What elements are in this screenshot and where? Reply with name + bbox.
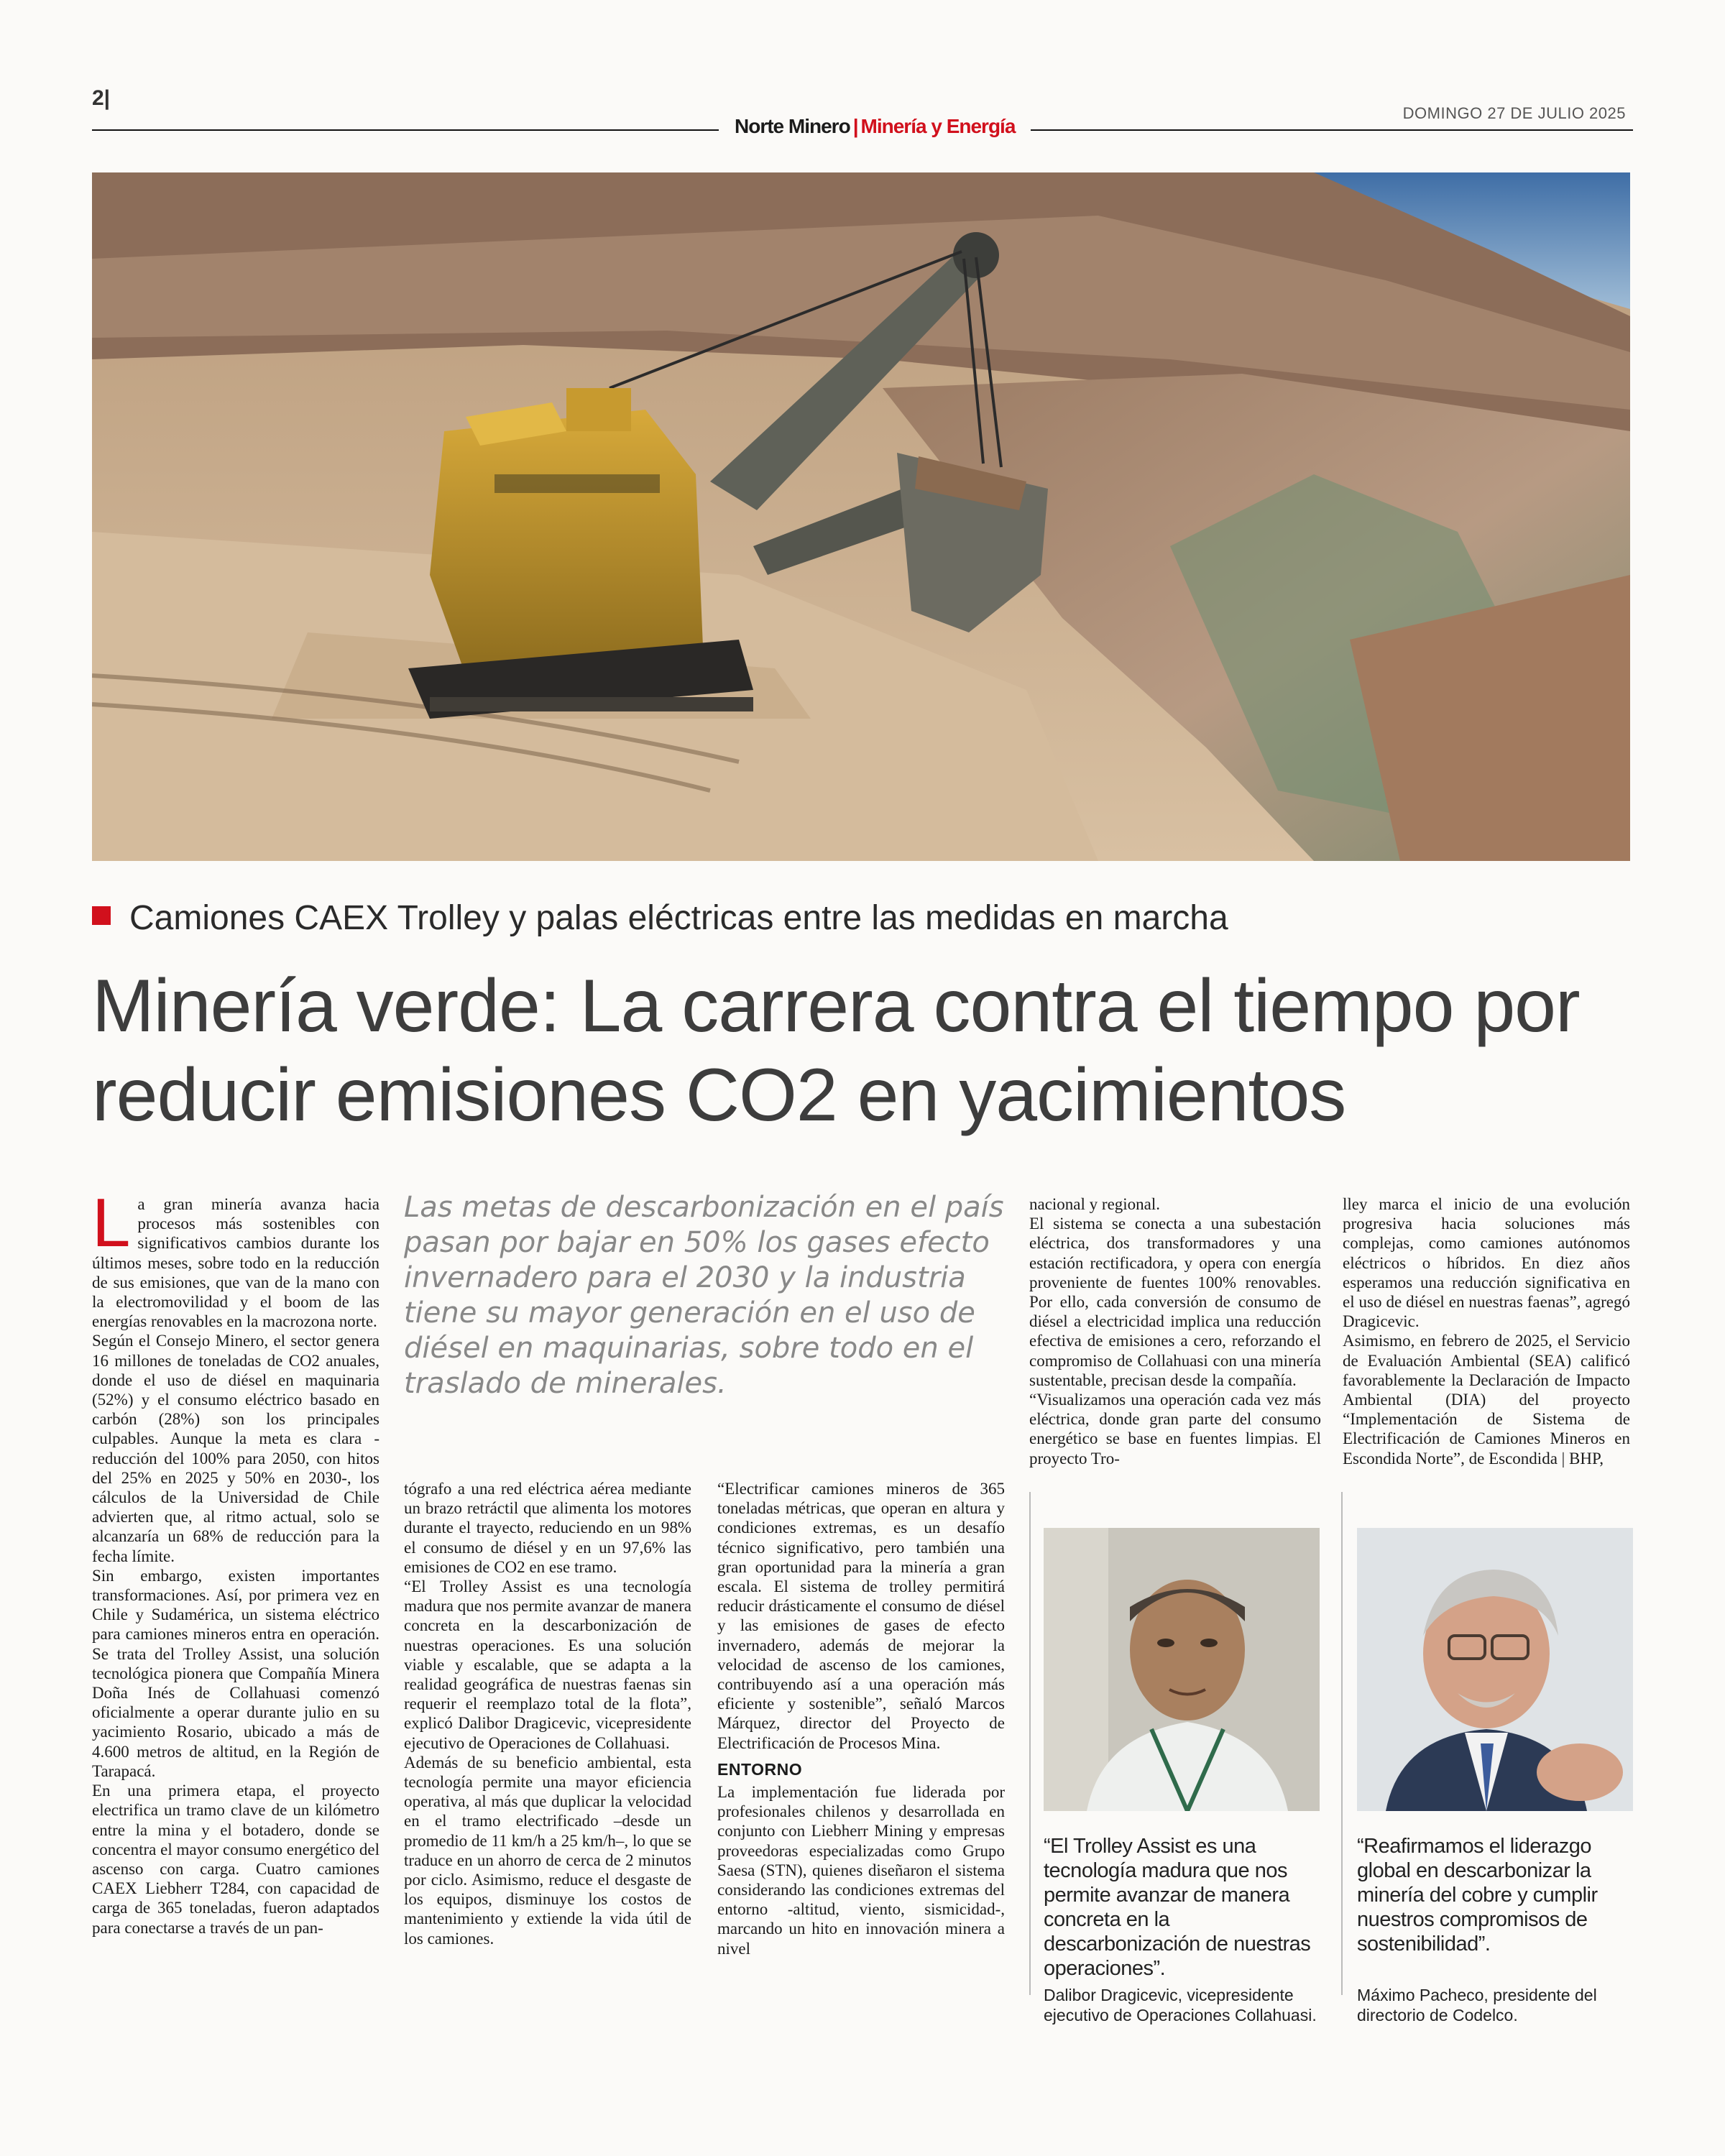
page-number: 2| bbox=[92, 86, 111, 110]
pull-quote: “Reafirmamos el liderazgo global en descarbonizar la minería del cobre y cumplir nuestros compromisos de sostenibilidad”. bbox=[1357, 1835, 1598, 1955]
person-photo bbox=[1357, 1528, 1633, 1811]
section-subhead: ENTORNO bbox=[717, 1759, 803, 1779]
photo-caption: Dalibor Dragicevic, vicepresidente ejecutivo de Operaciones Collahuasi. bbox=[1044, 1986, 1317, 2024]
body-paragraph: La implementación fue liderada por profesionales chilenos y desarrollada en conjunto con Liebherr Mining y empresas proveedoras especializadas como Grupo Saesa (STN), quienes diseñaron el sistema considerando las condiciones extremas del entorno -altitud, viento, sismicidad-, marcando un hito en innovación minera a nivel bbox=[717, 1783, 1005, 1958]
body-paragraph: Sin embargo, existen importantes transformaciones. Así, por primera vez en Chile y Sudamérica, un sistema eléctrico para camiones mineros entra en operación. Se trata del Trolley Assist, una solución tecnológica pionera que Compañía Minera Doña Inés de Collahuasi comenzó oficialmente a operar durante julio en su yacimiento Rosario, ubicado a más de 4.600 metros de altitud, en la Región de Tarapacá. bbox=[92, 1566, 380, 1780]
body-column-5 bbox=[1343, 1194, 1630, 1468]
person-photo bbox=[1044, 1528, 1320, 1811]
body-column-3 bbox=[717, 1479, 1005, 1958]
hero-photo bbox=[92, 172, 1630, 861]
kicker-bullet-icon bbox=[92, 906, 111, 925]
body-paragraph: La gran minería avanza hacia procesos más sostenibles con significativos cambios durante los últimos meses, sobre todo en la reducción de sus emisiones, que van de la mano con la electromovilidad y el boom de las energías renovables en la macrozona norte. bbox=[92, 1184, 380, 1331]
body-column-2 bbox=[404, 1479, 691, 1948]
body-paragraph: nacional y regional. bbox=[1029, 1195, 1161, 1213]
body-paragraph: “Electrificar camiones mineros de 365 toneladas métricas, que operan en altura y condiciones extremas, es un desafío técnico significativo, pero también una gran oportunidad para la minería a gran escala. El sistema de trolley permitirá reducir drásticamente el consumo de diésel y las emisiones de gases de efecto invernadero, además de mejorar la velocidad de ascenso de los camiones, contribuyendo así a una operación más eficiente y sostenible”, señaló Marcos Márquez, director del Proyecto de Electrificación de Procesos Mina. bbox=[717, 1480, 1005, 1752]
body-column-4 bbox=[1029, 1194, 1321, 1468]
drop-cap: L bbox=[92, 1184, 131, 1261]
kicker-text: Camiones CAEX Trolley y palas eléctricas entre las medidas en marcha bbox=[129, 899, 1228, 937]
masthead-divider: | bbox=[852, 115, 858, 137]
publication-name: Norte Minero bbox=[735, 115, 850, 137]
issue-date: DOMINGO 27 DE JULIO 2025 bbox=[1402, 104, 1626, 122]
body-paragraph: En una primera etapa, el proyecto electrifica un tramo clave de un kilómetro entre la mina y el botadero, donde se concentra el mayor consumo energético del ascenso con carga. Cuatro camiones CAEX Liebherr T284, con capacidad de carga de 365 toneladas, fueron adaptados para conectarse a través de un pan- bbox=[92, 1782, 380, 1937]
body-paragraph: lley marca el inicio de una evolución progresiva hacia soluciones más complejas, como camiones autónomos eléctricos o híbridos. En diez años esperamos una reducción significativa en el uso de diésel en nuestras faenas”, agregó Dragicevic. bbox=[1343, 1195, 1630, 1331]
body-paragraph: tógrafo a una red eléctrica aérea mediante un brazo retráctil que alimenta los motores durante el trayecto, reduciendo en un 98% el consumo de diésel y en un 97,6% las emisiones de CO2 en ese tramo. bbox=[404, 1480, 691, 1576]
article-lead: Las metas de descarbonización en el país pasan por bajar en 50% los gases efecto invernadero para el 2030 y la industria tiene su mayor generación en el uso de diésel en maquinarias, sobre todo en el traslado de minerales. bbox=[404, 1191, 1004, 1400]
body-paragraph: Según el Consejo Minero, el sector genera 16 millones de toneladas de CO2 anuales, donde el uso de diésel en maquinaria (52%) y el consumo eléctrico basado en carbón (28%) son los principales culpables. Aunque la meta es clara -reducción del 100% para 2050, con hitos del 25% en 2025 y 50% en 2030-, los cálculos de la Universidad de Chile advierten que, al ritmo actual, solo se alcanzaría un 68% de reducción para la fecha límite. bbox=[92, 1332, 380, 1565]
photo-caption: Máximo Pacheco, presidente del directorio de Codelco. bbox=[1357, 1986, 1597, 2024]
section-name: Minería y Energía bbox=[860, 115, 1016, 137]
article-headline: Minería verde: La carrera contra el tiempo por reducir emisiones CO2 en yacimientos bbox=[92, 964, 1580, 1137]
body-paragraph: “Visualizamos una operación cada vez más eléctrica, donde gran parte del consumo energético se base en fuentes limpias. El proyecto Tro- bbox=[1029, 1391, 1321, 1468]
pull-quote: “El Trolley Assist es una tecnología madura que nos permite avanzar de manera concreta en la descarbonización de nuestras operaciones”. bbox=[1044, 1835, 1311, 1980]
masthead bbox=[719, 111, 1031, 142]
column-divider bbox=[1341, 1492, 1343, 1995]
body-paragraph: Asimismo, en febrero de 2025, el Servicio de Evaluación Ambiental (SEA) calificó favorablemente la Declaración de Impacto Ambiental (DIA) del proyecto “Implementación de Sistema de Electrificación de Camiones Mineros en Escondida Norte”, de Escondida | BHP, bbox=[1343, 1332, 1630, 1468]
electric-shovel-illustration bbox=[92, 172, 1630, 861]
body-paragraph: “El Trolley Assist es una tecnología madura que nos permite avanzar de manera concreta en la descarbonización de nuestras operaciones. Es una solución viable y escalable, que se adapta a la realidad geográfica de nuestras faenas sin requerir el reemplazo total de la flota”, explicó Dalibor Dragicevic, vicepresidente ejecutivo de Operaciones de Collahuasi. bbox=[404, 1577, 691, 1752]
body-paragraph: El sistema se conecta a una subestación eléctrica, dos transformadores y una estación rectificadora, y opera con energía proveniente de fuentes 100% renovables. Por ello, cada conversión de consumo de diésel a electricidad implica una reducción efectiva de emisiones a cero, reforzando el compromiso de Collahuasi con una minería sustentable, precisan desde la compañía. bbox=[1029, 1215, 1321, 1389]
body-paragraph: Además de su beneficio ambiental, esta tecnología permite una mayor eficiencia operativa, al más que duplicar la velocidad en el tramo electrificado –desde un promedio de 11 km/h a 25 km/h–, lo que se traduce en un ahorro de cerca de 2 minutos por ciclo. Asimismo, reduce el desgaste de los equipos, disminuye los costos de mantenimiento y extiende la vida útil de los camiones. bbox=[404, 1753, 691, 1948]
article-kicker bbox=[92, 898, 1228, 938]
portrait-pacheco bbox=[1357, 1528, 1633, 1811]
column-divider bbox=[1029, 1492, 1031, 1995]
portrait-dragicevic bbox=[1044, 1528, 1320, 1811]
body-column-1 bbox=[92, 1184, 380, 1938]
